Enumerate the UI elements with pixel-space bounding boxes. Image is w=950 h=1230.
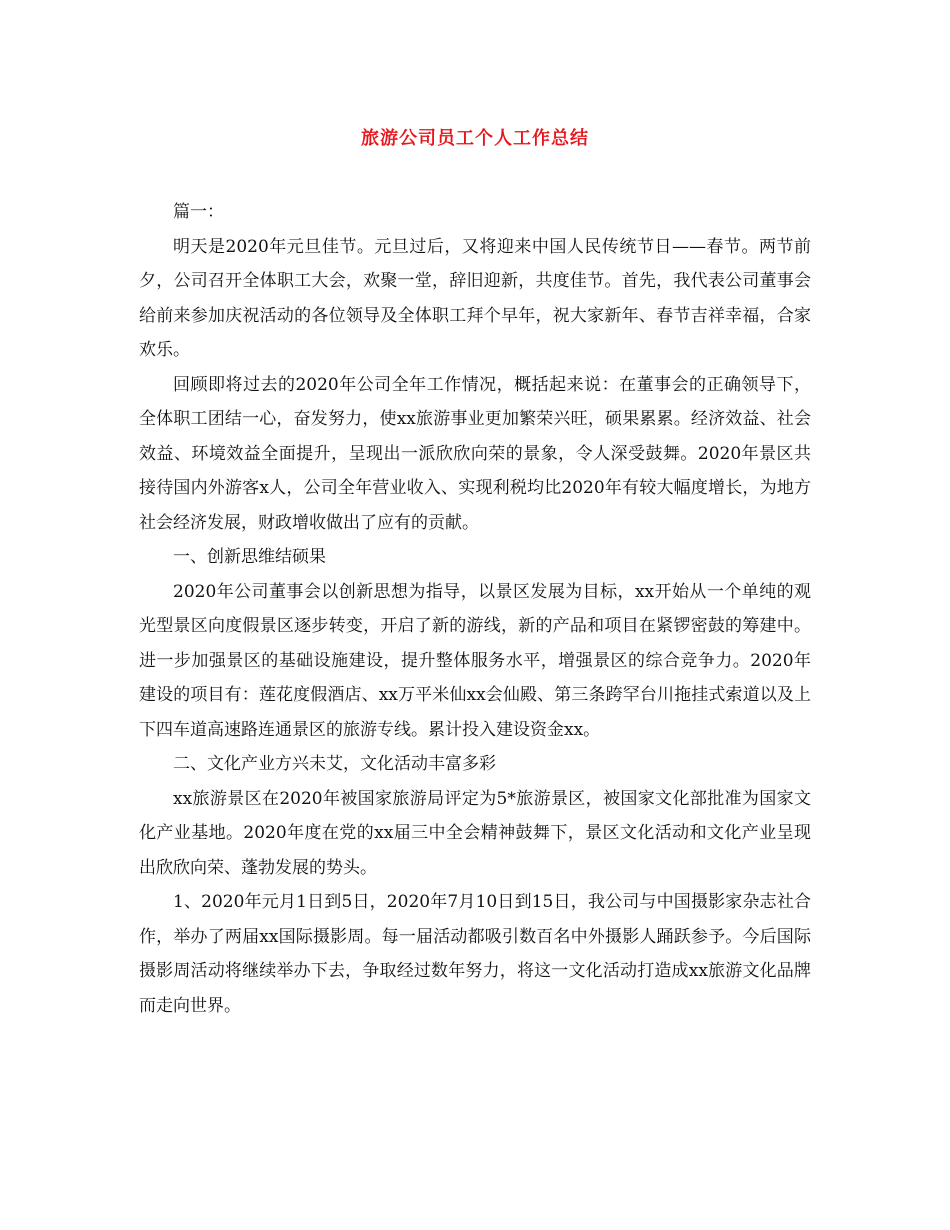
paragraph-innovation: 2020年公司董事会以创新思想为指导，以景区发展为目标，xx开始从一个单纯的观光型景区向度假景区逐步转变，开启了新的游线，新的产品和项目在紧锣密鼓的筹建中。进一步加强景区的基础设施建设，提升整体服务水平，增强景区的综合竞争力。2020年建设的项目有：莲花度假酒店、xx万平米仙xx会仙殿、第三条跨罕台川拖挂式索道以及上下四车道高速路连通景区的旅游专线。累计投入建设资金xx。 [139, 581, 811, 740]
heading-culture-industry: 二、文化产业方兴未艾，文化活动丰富多彩 [173, 754, 496, 774]
section-label-part-one: 篇一： [173, 202, 224, 222]
paragraph-annual-review: 回顾即将过去的2020年公司全年工作情况，概括起来说：在董事会的正确领导下，全体职工团结一心，奋发努力，使xx旅游事业更加繁荣兴旺，硕果累累。经济效益、社会效益、环境效益全面提升，呈现出一派欣欣向荣的景象，令人深受鼓舞。2020年景区共接待国内外游客x人，公司全年营业收入、实现利税均比2020年有较大幅度增长，为地方社会经济发展，财政增收做出了应有的贡献。 [139, 374, 811, 533]
document-title: 旅游公司员工个人工作总结 [361, 128, 589, 149]
paragraph-photography-week: 1、2020年元月1日到5日，2020年7月10日到15日，我公司与中国摄影家杂志社合作，举办了两届xx国际摄影周。每一届活动都吸引数百名中外摄影人踊跃参予。今后国际摄影周活动将继续举办下去，争取经过数年努力，将这一文化活动打造成xx旅游文化品牌而走向世界。 [139, 892, 811, 1016]
paragraph-culture-industry: xx旅游景区在2020年被国家旅游局评定为5*旅游景区，被国家文化部批准为国家文化产业基地。2020年度在党的xx届三中全会精神鼓舞下，景区文化活动和文化产业呈现出欣欣向荣、蓬勃发展的势头。 [139, 788, 811, 878]
heading-innovation: 一、创新思维结硕果 [173, 547, 326, 567]
paragraph-new-year-greeting: 明天是2020年元旦佳节。元旦过后，又将迎来中国人民传统节日——春节。两节前夕，公司召开全体职工大会，欢聚一堂，辞旧迎新，共度佳节。首先，我代表公司董事会给前来参加庆祝活动的各位领导及全体职工拜个早年，祝大家新年、春节吉祥幸福，合家欢乐。 [139, 236, 811, 360]
document-body [139, 195, 811, 1023]
